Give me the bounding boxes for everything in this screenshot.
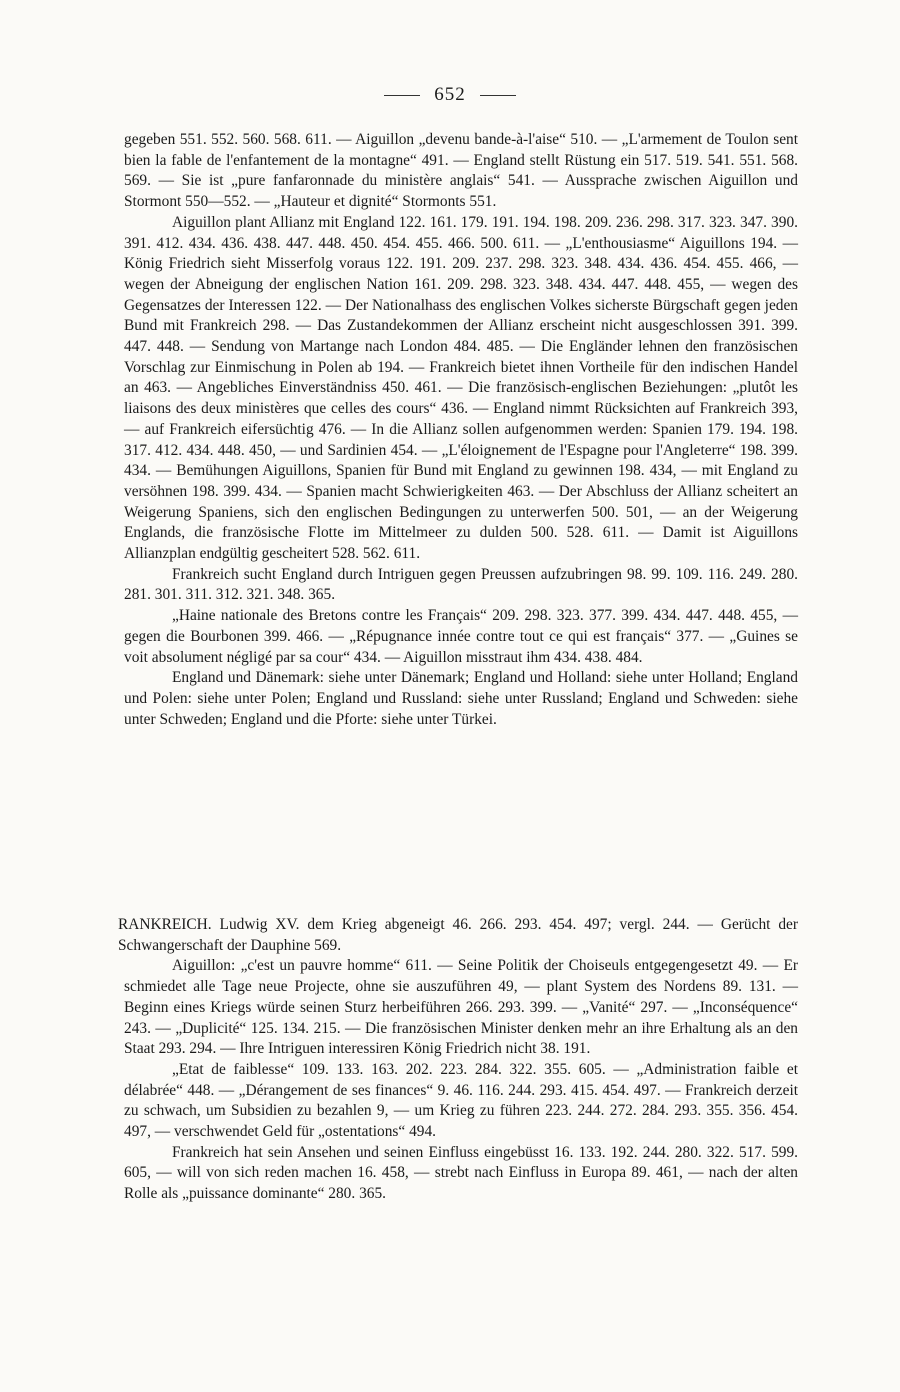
paragraph-aiguillon: Aiguillon: „c'est un pauvre homme“ 611. — Seine Politik der Choiseuls entgegengesetzt 49. — Er schmiedet alle Tage neue Projecte, ohne sie auszuführen 49, — plant System des Nordens 89. 131. — Beginn eines Kriegs würde seinen Sturz herbeiführen 266. 293. 399. — „Vanité“ 297. — „Inconséquence“ 243. — „Duplicité“ 125. 134. 215. — Die französischen Minister denken mehr an ihre Erhaltung als an den Staat 293. 294. — Ihre Intriguen interessiren König Friedrich nicht 38. 191. <box>124 957 798 1058</box>
entry-heading-paragraph: RANKREICH. Ludwig XV. dem Krieg abgeneigt 46. 266. 293. 454. 497; vergl. 244. — Gerücht der Schwangerschaft der Dauphine 569. <box>118 916 798 954</box>
paragraph-intrigues: Frankreich sucht England durch Intriguen gegen Preussen aufzubringen 98. 99. 109. 116. 249. 280. 281. 301. 311. 312. 321. 348. 365. <box>124 565 798 604</box>
england-entry-continued <box>124 130 798 730</box>
paragraph-cross-references: England und Dänemark: siehe unter Dänemark; England und Holland: siehe unter Holland; England und Polen: siehe unter Polen; England und Russland: siehe unter Russland; England und Schweden: siehe unter Schweden; England und die Pforte: siehe unter Türkei. <box>124 669 798 728</box>
page-header <box>0 84 900 106</box>
paragraph-weakness: „Etat de faiblesse“ 109. 133. 163. 202. 223. 284. 322. 355. 605. — „Administration faible et délabrée“ 448. — „Dérangement de ses finances“ 9. 46. 116. 244. 293. 415. 454. 497. — Frankreich derzeit zu schwach, um Subsidien zu bezahlen 9, — um Krieg zu führen 223. 244. 272. 284. 293. 355. 356. 454. 497, — verschwendet Geld für „ostentations“ 494. <box>124 1060 798 1141</box>
paragraph-armament: gegeben 551. 552. 560. 568. 611. — Aiguillon „devenu bande-à-l'aise“ 510. — „L'armement de Toulon sent bien la fable de l'enfantement de la montagne“ 491. — England stellt Rüstung ein 517. 519. 541. 551. 568. 569. — Sie ist „pure fanfaronnade du ministère anglais“ 541. — Aussprache zwischen Aiguillon und Stormont 550—552. — „Hauteur et dignité“ Stormonts 551. <box>124 131 798 211</box>
paragraph-influence: Frankreich hat sein Ansehen und seinen Einfluss eingebüsst 16. 133. 192. 244. 280. 322. 517. 599. 605, — will von sich reden machen 16. 458, — strebt nach Einfluss in Europa 89. 461, — nach der alten Rolle als „puissance dominante“ 280. 365. <box>124 1143 798 1203</box>
page-number: 652 <box>434 84 466 105</box>
header-rule-left <box>384 95 420 96</box>
frankreich-entry <box>118 915 798 1205</box>
paragraph-national-hatred: „Haine nationale des Bretons contre les Français“ 209. 298. 323. 377. 399. 434. 447. 448. 455, — gegen die Bourbonen 399. 466. — „Répugnance innée contre tout ce qui est français“ 377. — „Guines se voit absolument négligé par sa cour“ 434. — Aiguillon misstraut ihm 434. 438. 484. <box>124 607 798 666</box>
header-rule-right <box>480 95 516 96</box>
paragraph-alliance-plan: Aiguillon plant Allianz mit England 122. 161. 179. 191. 194. 198. 209. 236. 298. 317. 323. 347. 390. 391. 412. 434. 436. 438. 447. 448. 450. 454. 455. 466. 500. 611. — „L'enthousiasme“ Aiguillons 194. — König Friedrich sieht Misserfolg voraus 122. 191. 209. 237. 298. 323. 348. 434. 436. 454. 455. 466, — wegen der Abneigung der englischen Nation 161. 209. 298. 323. 348. 434. 447. 448. 455, — wegen des Gegensatzes der Interessen 122. — Der Nationalhass des englischen Volkes sicherste Bürgschaft gegen jeden Bund mit Frankreich 298. — Das Zustandekommen der Allianz erscheint nicht ausgeschlossen 391. 399. 447. 448. — Sendung von Martange nach London 484. 485. — Die Engländer lehnen den französischen Vorschlag zur Einmischung in Polen ab 194. — Frankreich bietet ihnen Vortheile für den indischen Handel an 463. — Angebliches Einverständniss 450. 461. — Die französisch-englischen Beziehungen: „plutôt les liaisons des deux ministères que celles des cours“ 436. — England nimmt Rücksichten auf Frankreich 393, — auf Frankreich eifersüchtig 476. — In die Allianz sollen aufgenommen werden: Spanien 179. 194. 198. 317. 412. 434. 448. 450, — und Sardinien 454. — „L'éloignement de l'Espagne pour l'Angleterre“ 198. 399. 434. — Bemühungen Aiguillons, Spanien für Bund mit England zu gewinnen 198. 434, — mit England zu versöhnen 198. 399. 434. — Spanien macht Schwierigkeiten 463. — Der Abschluss der Allianz scheitert an Weigerung Spaniens, sich den englischen Bedingungen zu unterwerfen 500. 501, — an der Weigerung Englands, die französische Flotte im Mittelmeer zu dulden 500. 528. 611. — Damit ist Aiguillons Allianzplan endgültig gescheitert 528. 562. 611. <box>124 213 798 563</box>
